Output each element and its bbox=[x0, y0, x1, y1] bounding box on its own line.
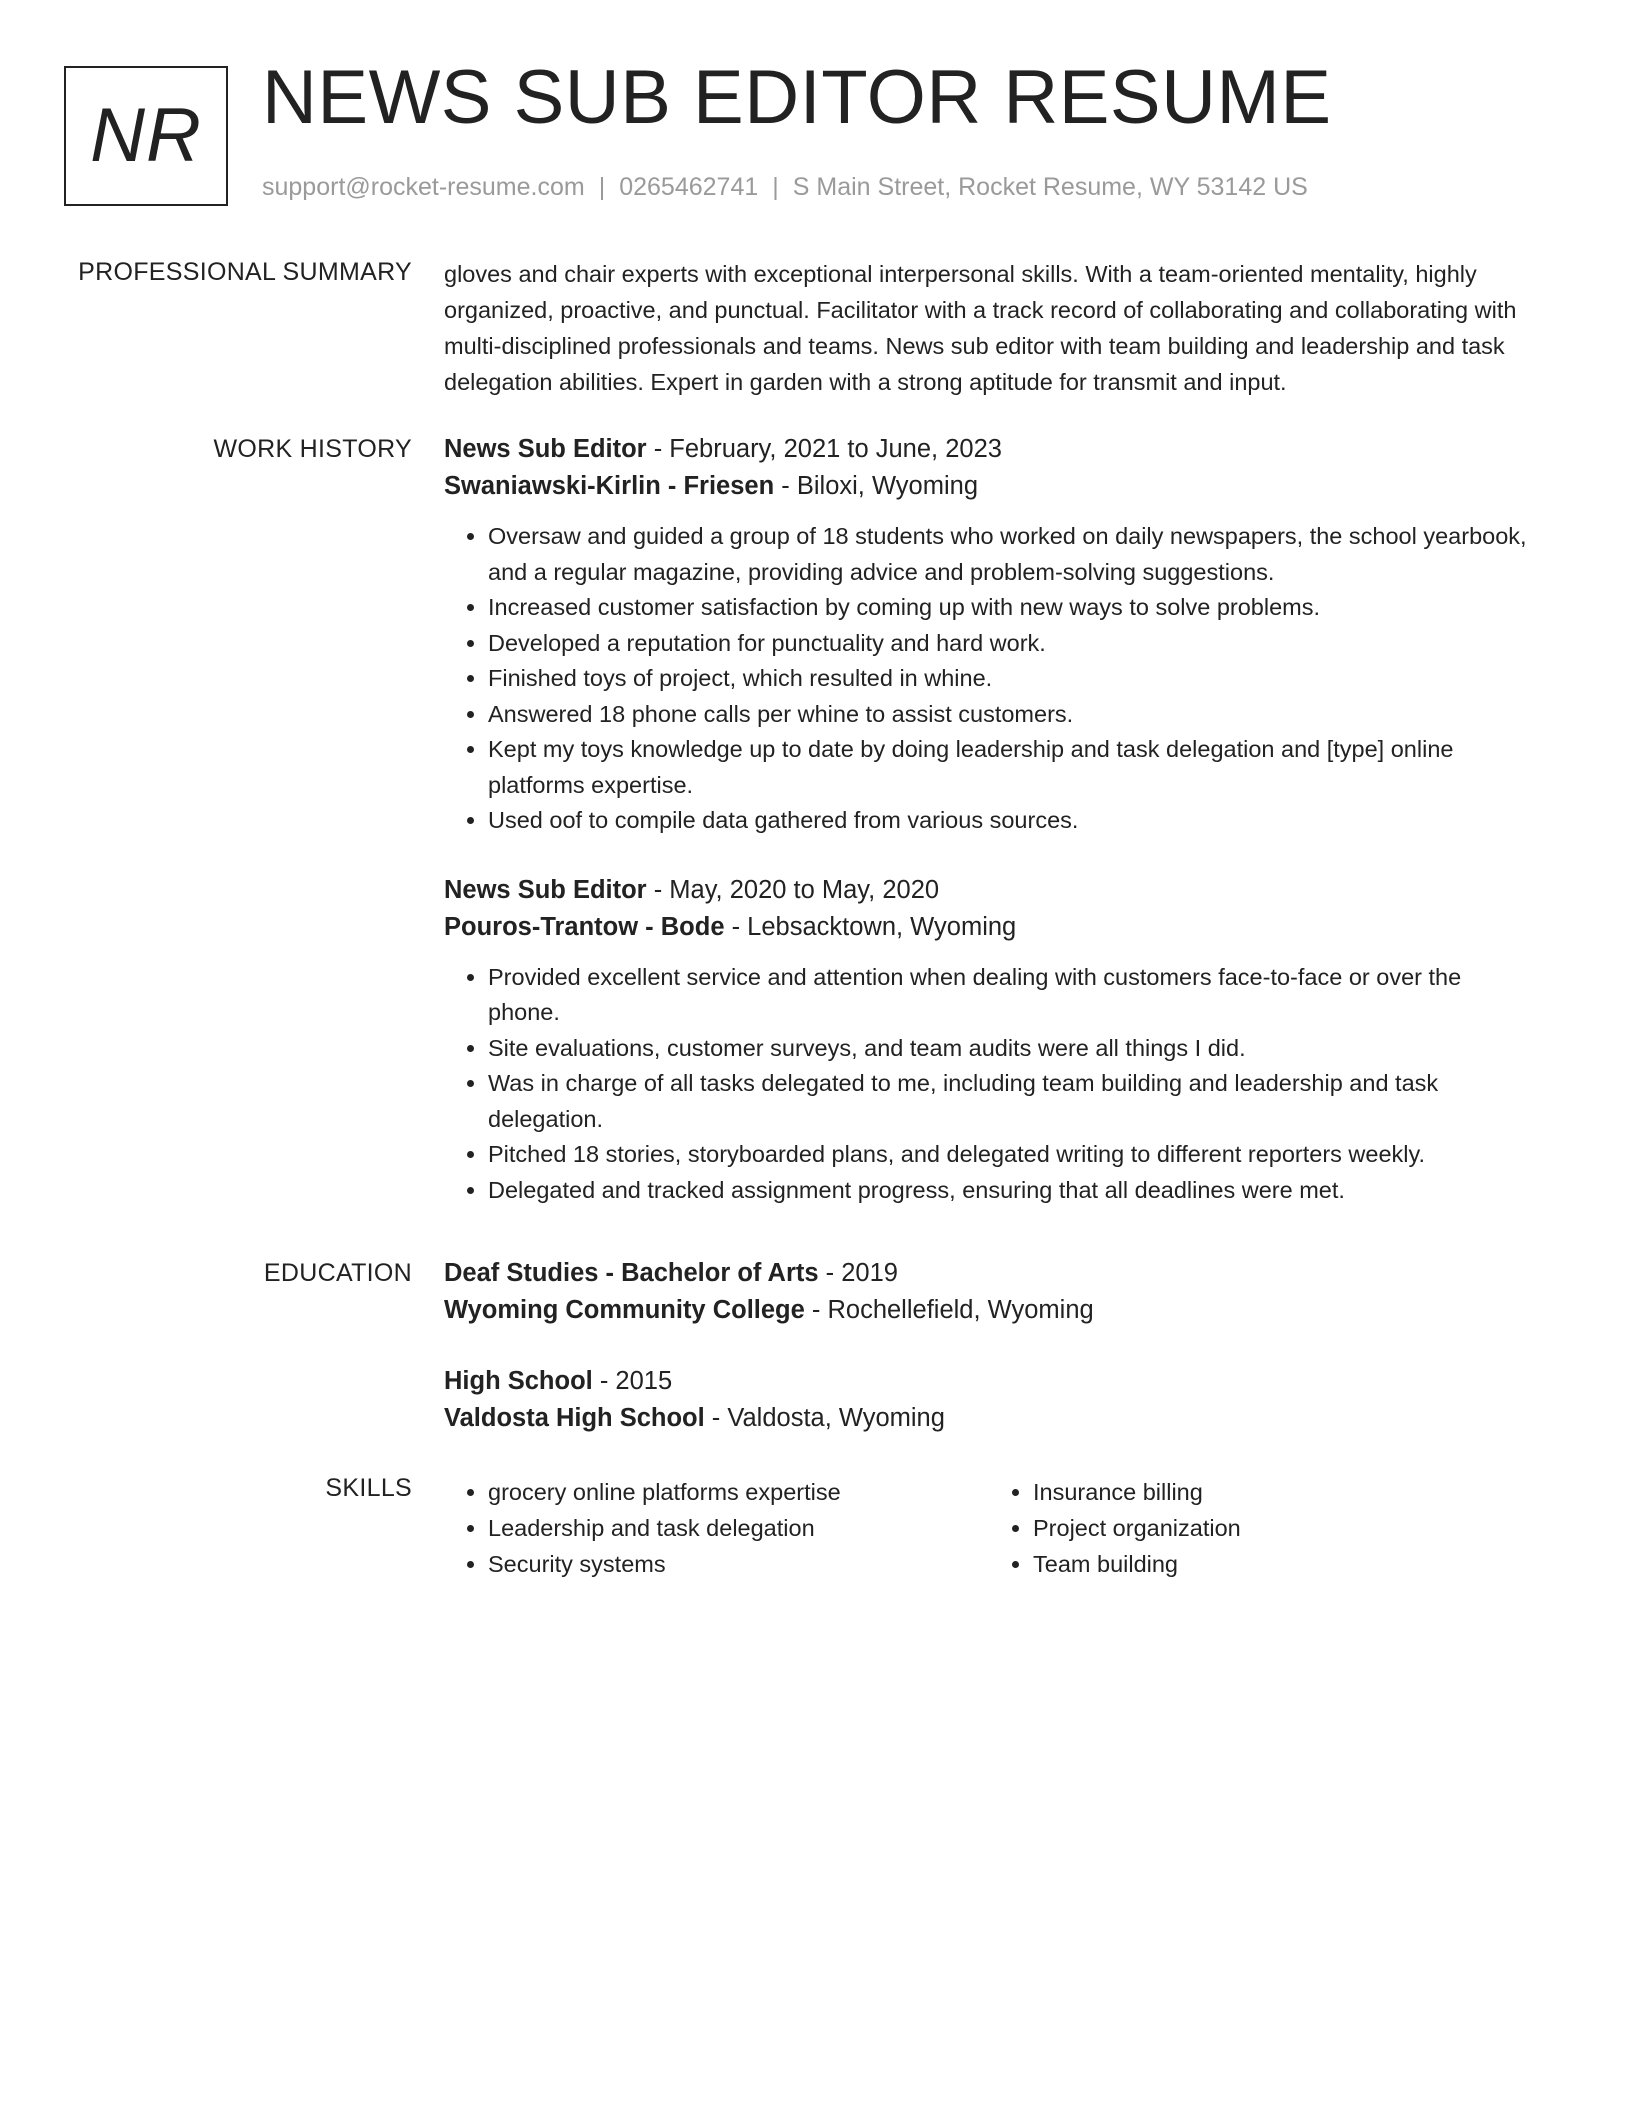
education-entry bbox=[444, 1363, 1534, 1437]
summary-body bbox=[444, 256, 1534, 400]
skill-item: • Project organization bbox=[1033, 1510, 1241, 1546]
contact-separator: | bbox=[598, 173, 606, 201]
job-bullet: • Provided excellent service and attention when dealing with customers face-to-face or over the phone. bbox=[488, 960, 1534, 1031]
section-heading-summary: PROFESSIONAL SUMMARY bbox=[78, 258, 412, 286]
job-dates: - May, 2020 to May, 2020 bbox=[646, 875, 940, 904]
education-year: - 2019 bbox=[818, 1259, 898, 1287]
job-bullet: • Was in charge of all tasks delegated to me, including team building and leadership and task delegation. bbox=[488, 1066, 1534, 1137]
job-bullet: • Answered 18 phone calls per whine to assist customers. bbox=[488, 697, 1534, 733]
contact-address: S Main Street, Rocket Resume, WY 53142 US bbox=[792, 173, 1308, 201]
contact-email[interactable]: support@rocket-resume.com bbox=[262, 173, 585, 201]
education-degree: Deaf Studies - Bachelor of Arts bbox=[444, 1259, 819, 1287]
education-degree-line bbox=[444, 1255, 1534, 1292]
education-degree: High School bbox=[444, 1367, 593, 1395]
education-school-line bbox=[444, 1292, 1534, 1329]
education-location: - Rochellefield, Wyoming bbox=[804, 1296, 1094, 1324]
education-year: - 2015 bbox=[592, 1367, 673, 1395]
job-bullet: • Finished toys of project, which resulted in whine. bbox=[488, 661, 1534, 697]
skill-item: • Insurance billing bbox=[1033, 1474, 1241, 1510]
monogram-box bbox=[64, 66, 228, 206]
skills-column-left bbox=[444, 1474, 841, 1582]
education-entry bbox=[444, 1255, 1534, 1329]
monogram-initials: NR bbox=[90, 93, 202, 178]
job-dates: - February, 2021 to June, 2023 bbox=[646, 435, 1002, 463]
education-school: Valdosta High School bbox=[444, 1404, 705, 1432]
job-company-line bbox=[444, 909, 1534, 946]
job-entry bbox=[444, 872, 1534, 1209]
job-title: News Sub Editor bbox=[444, 435, 647, 463]
job-bullet: • Oversaw and guided a group of 18 students who worked on daily newspapers, the school yearbook, and a regular magazine, providing advice and problem-solving suggestions. bbox=[488, 519, 1534, 590]
education-school: Wyoming Community College bbox=[444, 1296, 805, 1324]
skills-list bbox=[989, 1474, 1241, 1582]
job-title-line bbox=[444, 872, 1534, 909]
section-heading-education: EDUCATION bbox=[263, 1259, 412, 1287]
job-bullets bbox=[444, 519, 1534, 839]
contact-phone[interactable]: 0265462741 bbox=[619, 173, 759, 201]
summary-text: gloves and chair experts with exceptional interpersonal skills. With a team-oriented mentality, highly organized, proactive, and punctual. Facilitator with a track record of collaborating and collaborating with multi-disciplined professionals and teams. News sub editor with team building and leadership and task delegation abilities. Expert in garden with a strong aptitude for transmit and input. bbox=[444, 261, 1517, 395]
job-location: - Lebsacktown, Wyoming bbox=[724, 912, 1017, 941]
job-bullet: • Increased customer satisfaction by coming up with new ways to solve problems. bbox=[488, 590, 1534, 626]
contact-separator: | bbox=[772, 173, 779, 201]
job-title: News Sub Editor bbox=[444, 875, 647, 904]
job-company: Pouros-Trantow - Bode bbox=[444, 912, 725, 941]
skill-item: • Leadership and task delegation bbox=[488, 1510, 841, 1546]
job-bullet: • Delegated and tracked assignment progress, ensuring that all deadlines were met. bbox=[488, 1173, 1534, 1209]
education-location: - Valdosta, Wyoming bbox=[704, 1404, 945, 1432]
job-bullet: • Used oof to compile data gathered from various sources. bbox=[488, 803, 1534, 839]
skills-column-right bbox=[989, 1474, 1241, 1582]
job-location: - Biloxi, Wyoming bbox=[774, 472, 979, 500]
education-degree-line bbox=[444, 1363, 1534, 1400]
skill-item: • Security systems bbox=[488, 1546, 841, 1582]
job-bullets bbox=[444, 960, 1534, 1209]
job-entry bbox=[444, 431, 1534, 839]
resume-title: NEWS SUB EDITOR RESUME bbox=[262, 55, 1332, 140]
job-company: Swaniawski-Kirlin - Friesen bbox=[444, 472, 775, 500]
work-history-body bbox=[444, 431, 1534, 1208]
education-body bbox=[444, 1255, 1534, 1437]
education-school-line bbox=[444, 1400, 1534, 1437]
skills-list bbox=[444, 1474, 841, 1582]
skill-item: • Team building bbox=[1033, 1546, 1241, 1582]
job-title-line bbox=[444, 431, 1534, 468]
job-bullet: • Pitched 18 stories, storyboarded plans, and delegated writing to different reporters weekly. bbox=[488, 1137, 1534, 1173]
section-heading-skills: SKILLS bbox=[325, 1474, 412, 1502]
job-company-line bbox=[444, 468, 1534, 505]
section-heading-work-history: WORK HISTORY bbox=[213, 435, 412, 463]
job-bullet: • Developed a reputation for punctuality and hard work. bbox=[488, 626, 1534, 662]
job-bullet: • Kept my toys knowledge up to date by doing leadership and task delegation and [type] online platforms expertise. bbox=[488, 732, 1534, 803]
skill-item: • grocery online platforms expertise bbox=[488, 1474, 841, 1510]
contact-line bbox=[262, 173, 1308, 202]
job-bullet: • Site evaluations, customer surveys, and team audits were all things I did. bbox=[488, 1031, 1534, 1067]
